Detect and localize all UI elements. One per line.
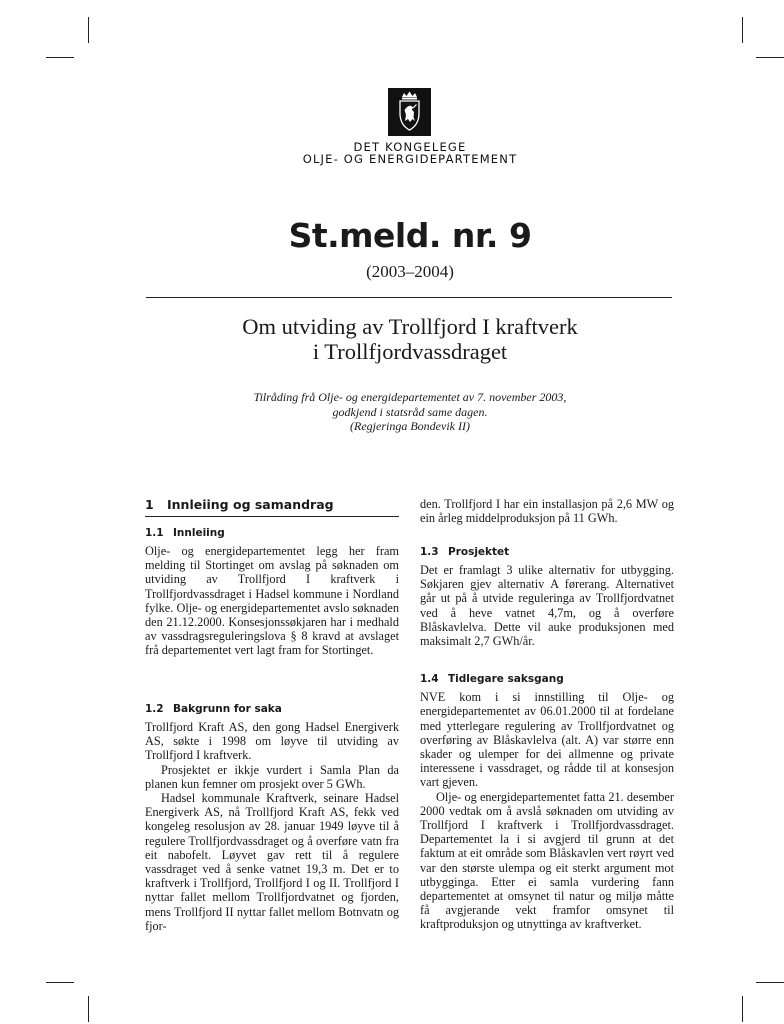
section-title: Bakgrunn for saka bbox=[173, 703, 282, 715]
section-title: Innleiing bbox=[173, 527, 225, 539]
section-heading-1-2 bbox=[145, 702, 399, 716]
section-title: Innleiing og samandrag bbox=[167, 497, 334, 512]
crop-mark bbox=[742, 17, 743, 43]
paragraph: Prosjektet er ikkje vurdert i Samla Plan da planen kun femner om prosjekt over 5 GWh. bbox=[145, 762, 399, 791]
section-heading-1-3 bbox=[420, 545, 674, 559]
section-number: 1.2 bbox=[145, 703, 164, 715]
paragraph: Olje- og energidepartementet legg her fram melding til Stortinget om avslag på søknaden om utviding av Trollfjord I kraftverk i Trollfjordvassdraget i Hadsel kommune i Nordland fylke. Olje- og energidepartementet avslo søknaden den 21.12.2000. Konsesjonssøkjaren har i medhald av vassdragsreguleringslova § 8 kravd at avslaget frå departementet vert lagt fram for Stortinget. bbox=[145, 544, 399, 658]
crop-mark bbox=[756, 982, 784, 983]
crop-mark bbox=[88, 996, 89, 1022]
section-number: 1.1 bbox=[145, 527, 164, 539]
crop-mark bbox=[88, 17, 89, 43]
approval-line2: godkjend i statsråd same dagen. bbox=[332, 404, 488, 419]
approval-line1: Tilråding frå Olje- og energidepartementet av 7. november 2003, bbox=[253, 390, 567, 404]
section-number: 1.4 bbox=[420, 673, 439, 686]
title-divider bbox=[146, 297, 672, 298]
left-column bbox=[145, 497, 399, 658]
paragraph: Det er framlagt 3 ulike alternativ for utbygging. Søkjaren gjev alternativ A førerang. Alternativet går ut på å utvide reguleringa av Trollfjordvatnet ved å heve vatnet 4,7m, og å overføre Blåskavlelva. Dette vil auke produksjonen med maksimalt 2,7 GWh/år. bbox=[420, 563, 674, 649]
section-heading-1-4 bbox=[420, 672, 674, 686]
ministry-name-line2: OLJE- OG ENERGIDEPARTEMENT bbox=[302, 152, 518, 166]
ministry-name-line1: DET KONGELEGE bbox=[353, 140, 467, 154]
right-column bbox=[420, 497, 674, 932]
crop-mark bbox=[756, 57, 784, 58]
subtitle-line2: i Trollfjordvassdraget bbox=[312, 339, 508, 364]
crop-mark bbox=[742, 996, 743, 1022]
document-subtitle bbox=[170, 314, 650, 364]
approval-note bbox=[200, 390, 620, 434]
document-title: St.meld. nr. 9 bbox=[288, 216, 532, 255]
paragraph: NVE kom i si innstilling til Olje- og energidepartementet av 06.01.2000 til at fordelane med ytterlegare regulering av Trollfjordvatnet og overføring av Blåskavlelva (alt. A) var større enn skader og ulemper for dei allmenne og private interessene i vassdraget, og rådde til at konsesjon vart gjeven. bbox=[420, 690, 674, 790]
approval-line3: (Regjeringa Bondevik II) bbox=[350, 419, 470, 433]
section-number: 1 bbox=[145, 497, 154, 512]
section-title: Tidlegare saksgang bbox=[448, 673, 564, 686]
crop-mark bbox=[46, 57, 74, 58]
session-years: (2003–2004) bbox=[366, 262, 454, 281]
paragraph: Trollfjord Kraft AS, den gong Hadsel Energiverk AS, søkte i 1998 om løyve til utviding av Trollfjord I kraftverk. bbox=[145, 720, 399, 763]
section-heading-1-1 bbox=[145, 526, 399, 540]
section-heading-1 bbox=[145, 497, 399, 517]
section-number: 1.3 bbox=[420, 546, 439, 558]
section-title: Prosjektet bbox=[448, 546, 510, 558]
paragraph: Hadsel kommunale Kraftverk, seinare Hadsel Energiverk AS, nå Trollfjord Kraft AS, fekk ved kongeleg resolusjon av 28. januar 1949 løyve til å regulere Trollfjordvassdraget og å overføre vatn fra eit nabofelt. Løyvet gav rett til å regulere vassdraget ved å senke vatnet 19,3 m. Det er to kraftverk i Trollfjord, Trollfjord I og II. Trollfjord I nyttar fallet mellom Trollfjordvatnet og fjorden, mens Trollfjord II nyttar fallet mellom Botnvatn og fjor- bbox=[145, 791, 399, 933]
crop-mark bbox=[46, 982, 74, 983]
paragraph-continuation-text: den. Trollfjord I har ein installasjon på 2,6 MW og ein årleg middelproduksjon på 11 GWh. bbox=[420, 497, 674, 525]
coat-of-arms-logo bbox=[388, 88, 431, 136]
left-column-lower bbox=[145, 702, 399, 933]
paragraph: Olje- og energidepartementet fatta 21. desember 2000 vedtak om å avslå søknaden om utviding av Trollfjord I kraftverk i Trollfjordvassdraget. Departementet la i si avgjerd til grunn at det faktum at eit område som Blåskavlen vert røyrt ved var den største ulempa og eit sterkt argument mot utbygginga. Etter ei samla vurdering fann departementet at omsynet til natur og miljø måtte få avgjerande vekt framfor omsynet til kraftproduksjon og utnyttinga av kraftverket. bbox=[420, 789, 674, 932]
paragraph-continuation bbox=[420, 497, 674, 525]
subtitle-line1: Om utviding av Trollfjord I kraftverk bbox=[242, 314, 578, 339]
